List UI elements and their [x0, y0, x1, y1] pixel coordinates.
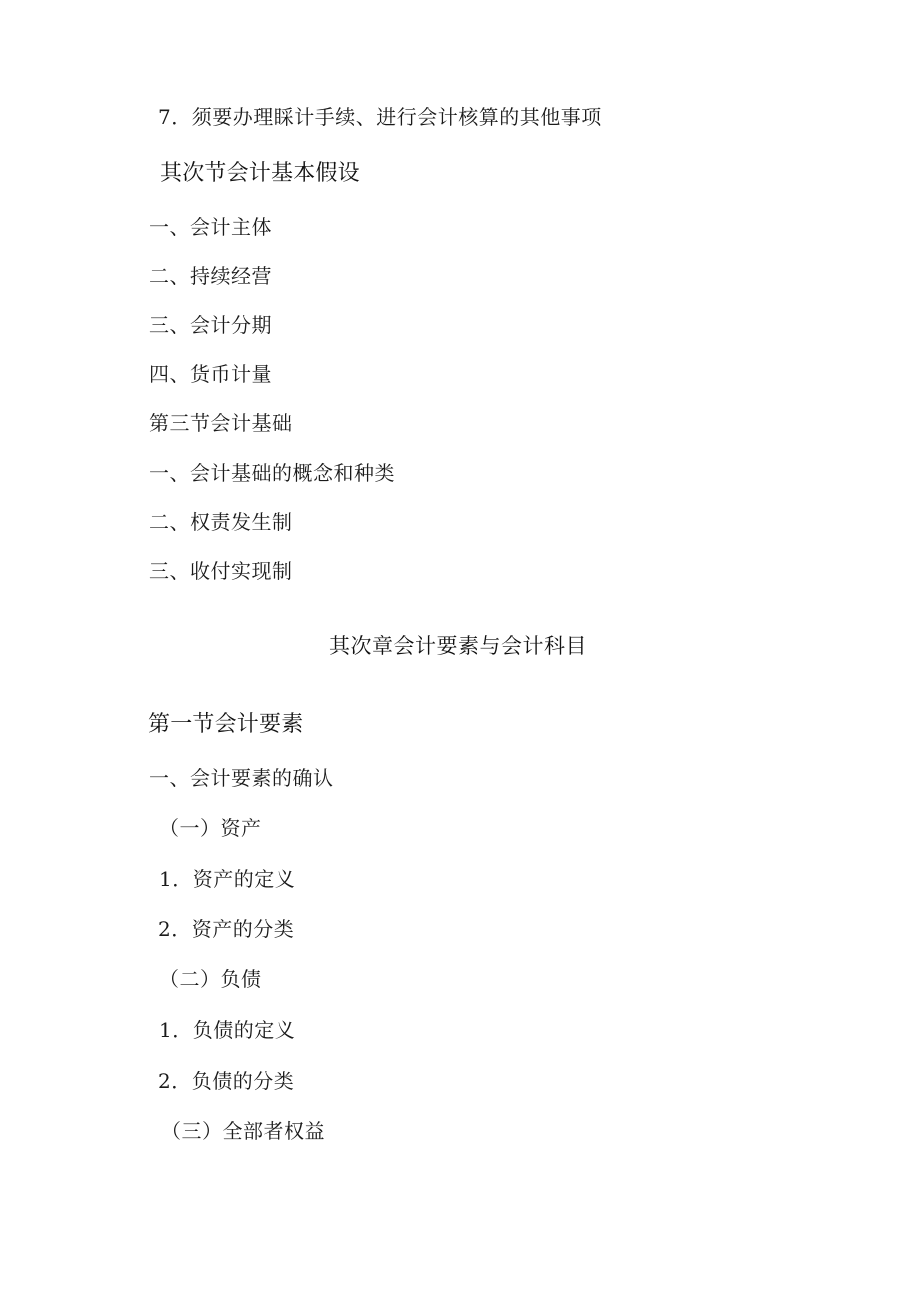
list-item: 1．资产的定义 — [159, 867, 296, 891]
section-heading: 第一节会计要素 — [148, 712, 304, 737]
list-item: （一）资产 — [159, 816, 262, 840]
list-item: 2．负债的分类 — [158, 1069, 295, 1093]
list-item: 一、会计主体 — [149, 215, 272, 239]
section-heading: 其次节会计基本假设 — [160, 161, 360, 186]
list-item: 三、收付实现制 — [149, 559, 293, 583]
list-item: 一、会计要素的确认 — [149, 766, 334, 790]
list-item: 1．负债的定义 — [159, 1018, 296, 1042]
section-heading: 第三节会计基础 — [149, 411, 293, 435]
list-item: 二、权责发生制 — [149, 510, 293, 534]
list-item: 三、会计分期 — [149, 313, 272, 337]
list-item: （二）负债 — [159, 967, 262, 991]
list-item: 2．资产的分类 — [158, 917, 295, 941]
list-item: （三）全部者权益 — [161, 1119, 325, 1143]
chapter-title: 其次章会计要素与会计科目 — [329, 634, 587, 658]
list-item: 二、持续经营 — [149, 264, 272, 288]
list-item: 四、货币计量 — [149, 362, 272, 386]
list-item: 一、会计基础的概念和种类 — [149, 461, 395, 485]
list-item: 7．须要办理睬计手续、进行会计核算的其他事项 — [158, 105, 602, 129]
